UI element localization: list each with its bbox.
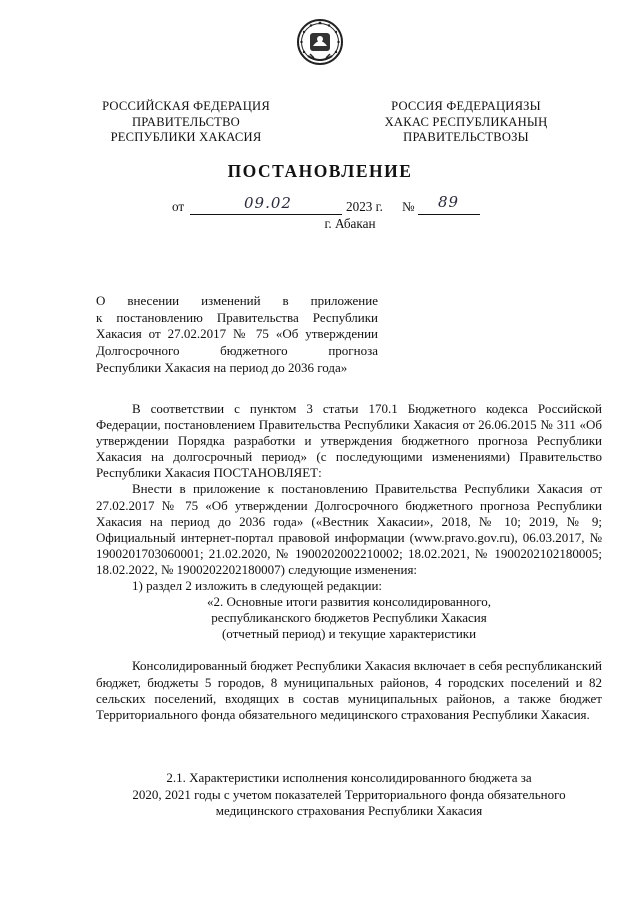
paragraph-item-1: 1) раздел 2 изложить в следующей редакции:	[132, 578, 383, 594]
header-right-line: ПРАВИТЕЛЬСТВОЗЫ	[403, 130, 529, 144]
paragraph-amendment: Внести в приложение к постановлению Правительства Республики Хакасия от 27.02.2017 № 75 «Об утверждении Долгосрочного бюджетного прогноза Республики Хакасия на период до 2036 года» («Вестник Хакасии», 2018, № 10; 2019, № 9; Официальный интернет-портал правовой информации (www.pravo.gov.ru), 06.03.2017, № 1900201703060001; 21.02.2020, № 1900202002210002; 18.02.2021, № 1900202102180005; 18.02.2022, № 1900202202180007) следующие изменения:	[96, 481, 602, 577]
header-right	[376, 99, 556, 146]
city-label: г. Абакан	[324, 216, 376, 231]
header-left-line: РЕСПУБЛИКИ ХАКАСИЯ	[110, 130, 262, 144]
number-sign: №	[402, 199, 415, 214]
header-right-line: РОССИЯ ФЕДЕРАЦИЯЗЫ	[391, 99, 541, 113]
document-body	[96, 401, 602, 723]
subsection-heading-line: 2.1. Характеристики исполнения консолидированного бюджета за	[166, 770, 532, 785]
subject-block	[96, 293, 378, 377]
section-heading-line: республиканского бюджетов Республики Хакасия	[211, 610, 487, 626]
subject-line: к постановлению Правительства Республики	[96, 309, 378, 325]
section-heading-line: «2. Основные итоги развития консолидированного,	[207, 594, 491, 610]
header-left	[98, 99, 274, 146]
paragraph-consolidated-budget: Консолидированный бюджет Республики Хакасия включает в себя республиканский бюджет, бюджеты 5 городов, 8 муниципальных районов, 4 городских поселений и 82 сельских поселений, входящих в состав муниципальных районов, а также бюджет Территориального фонда обязательного медицинского страхования Республики Хакасия.	[96, 658, 602, 722]
subsection-heading-line: медицинского страхования Республики Хакасия	[215, 803, 483, 819]
coat-of-arms-emblem-icon	[296, 18, 344, 66]
handwritten-number: 89	[438, 193, 460, 211]
header-left-line: ПРАВИТЕЛЬСТВО	[132, 114, 240, 129]
section-heading-line: (отчетный период) и текущие характеристики	[221, 626, 477, 642]
header-right-line: ХАКАС РЕСПУБЛИКАНЫҢ	[384, 114, 548, 129]
subject-line: Хакасия от 27.02.2017 № 75 «Об утверждении	[96, 326, 378, 342]
document-title: ПОСТАНОВЛЕНИЕ	[227, 161, 413, 181]
subsection-heading-line: 2020, 2021 годы с учетом показателей Территориального фонда обязательного	[132, 786, 566, 802]
handwritten-date: 09.02	[244, 194, 292, 212]
paragraph-preamble: В соответствии с пунктом 3 статьи 170.1 Бюджетного кодекса Российской Федерации, постановлением Правительства Республики Хакасия от 26.06.2015 № 311 «Об утверждении Порядка разработки и утверждения бюджетного прогноза Республики Хакасия на долгосрочный период» (с последующими изменениями) Правительство Республики Хакасия ПОСТАНОВЛЯЕТ:	[96, 401, 602, 481]
section-heading	[96, 594, 602, 642]
subject-line: Долгосрочного бюджетного прогноза	[96, 343, 378, 359]
header-left-line: РОССИЙСКАЯ ФЕДЕРАЦИЯ	[102, 99, 270, 113]
subject-line: О внесении изменений в приложение	[96, 293, 378, 308]
date-underline	[190, 214, 342, 215]
number-underline	[418, 214, 480, 215]
date-prefix: от	[172, 199, 185, 214]
date-year: 2023 г.	[346, 199, 383, 214]
subject-line: Республики Хакасия на период до 2036 года»	[96, 359, 348, 375]
subsection-heading	[96, 770, 602, 820]
